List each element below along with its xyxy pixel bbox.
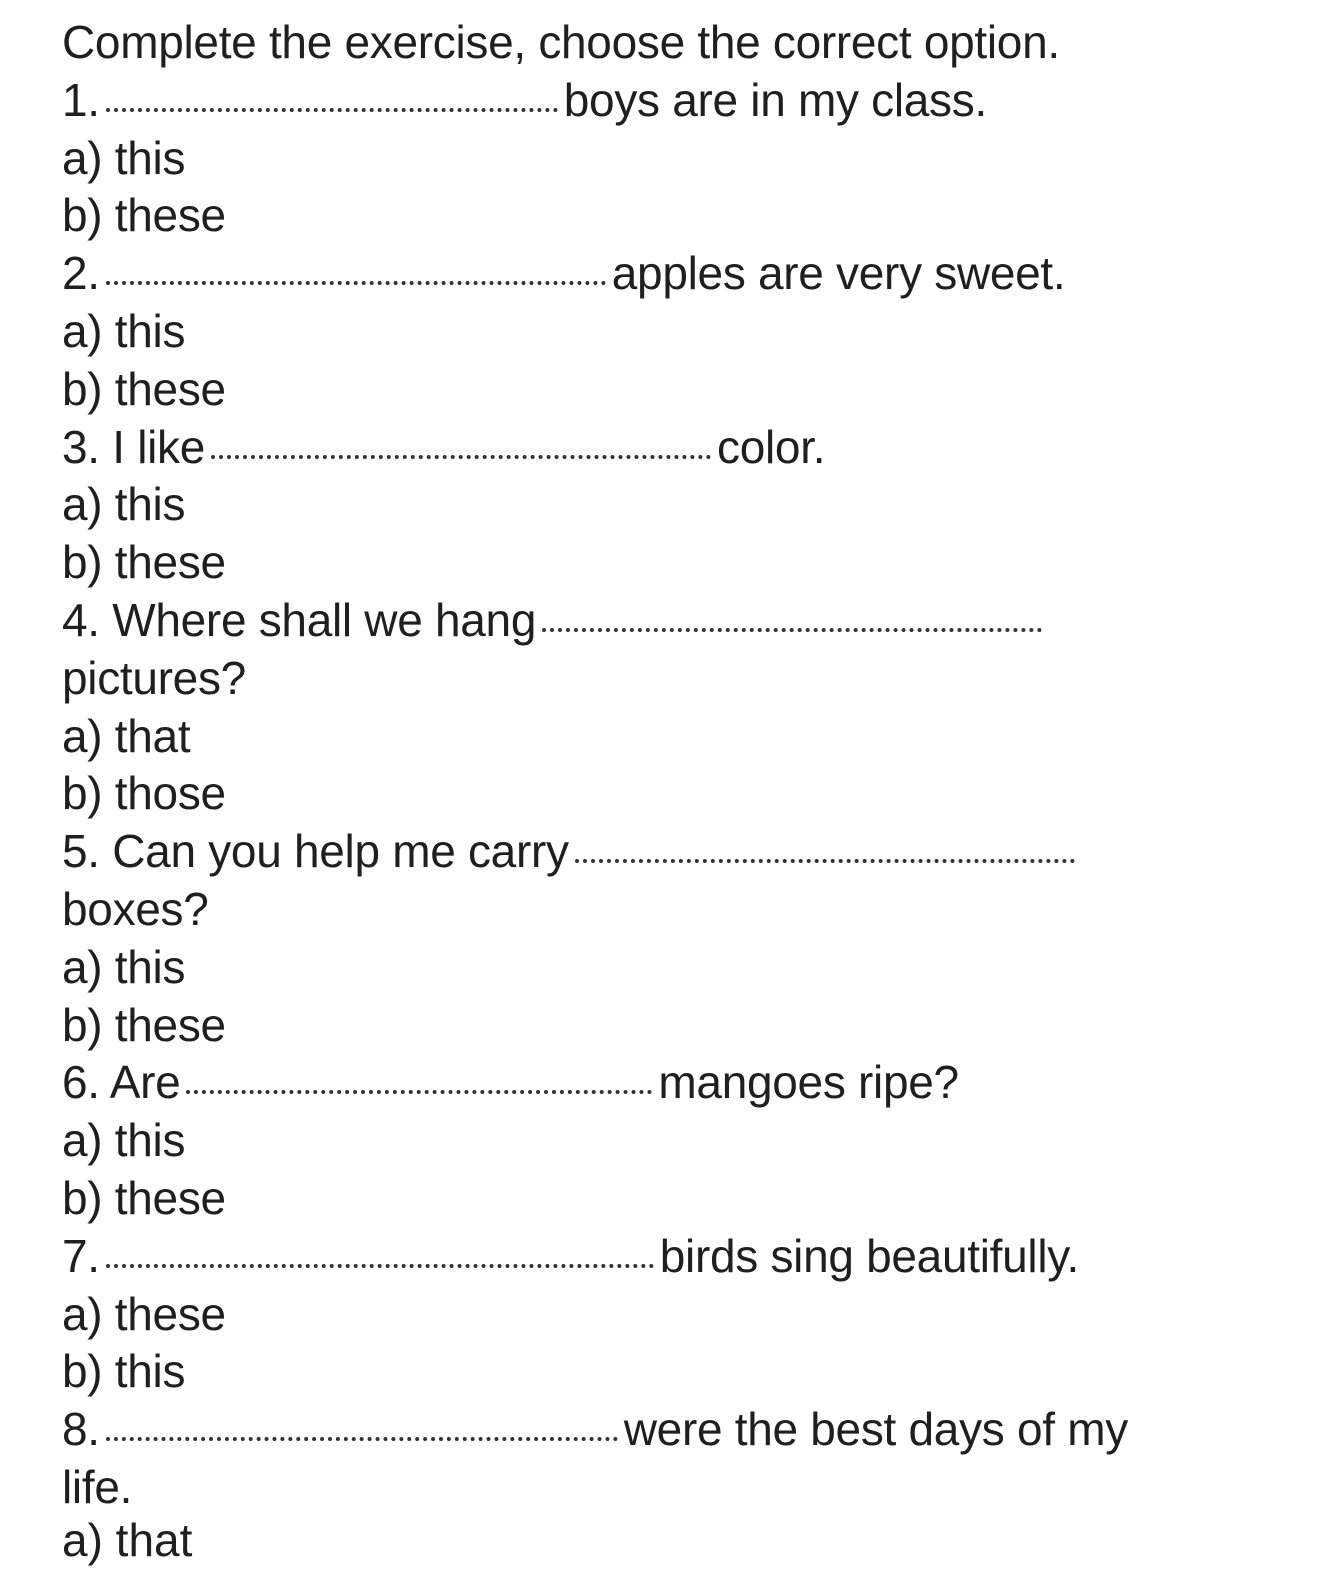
- instructions: Complete the exercise, choose the correct option.: [62, 16, 1060, 68]
- question-2-start: 2.: [62, 247, 100, 300]
- question-8-start: 8.: [62, 1403, 100, 1456]
- question-5-continuation: boxes?: [62, 882, 209, 935]
- answer-blank-8[interactable]: [106, 1437, 618, 1441]
- option-2b[interactable]: b) these: [62, 362, 226, 415]
- option-7b[interactable]: b) this: [62, 1345, 186, 1398]
- option-5b[interactable]: b) these: [62, 998, 226, 1051]
- answer-blank-4[interactable]: [542, 628, 1042, 632]
- question-1-end: boys are in my class.: [563, 73, 987, 126]
- option-4b[interactable]: b) those: [62, 767, 226, 820]
- question-2: [62, 245, 1322, 303]
- answer-blank-6[interactable]: [186, 1090, 652, 1094]
- option-6b[interactable]: b) these: [62, 1171, 226, 1224]
- question-3: [62, 419, 1322, 477]
- question-1-start: 1.: [62, 73, 100, 126]
- option-3a[interactable]: a) this: [62, 478, 186, 531]
- question-7: [62, 1228, 1322, 1286]
- option-1b[interactable]: b) these: [62, 189, 226, 242]
- question-5-start: 5. Can you help me carry: [62, 825, 569, 878]
- question-8-end: were the best days of my: [623, 1403, 1128, 1456]
- question-8: [62, 1401, 1322, 1459]
- option-1a[interactable]: a) this: [62, 131, 186, 184]
- question-8-continuation: life.: [62, 1460, 133, 1513]
- question-6-end: mangoes ripe?: [658, 1056, 959, 1109]
- question-3-start: 3. I like: [62, 420, 206, 473]
- question-4-start: 4. Where shall we hang: [62, 593, 537, 646]
- answer-blank-1[interactable]: [106, 108, 558, 112]
- option-2a[interactable]: a) this: [62, 304, 186, 357]
- option-8a[interactable]: a) that: [62, 1514, 193, 1566]
- question-4-continuation: pictures?: [62, 651, 246, 704]
- question-6: [62, 1054, 1322, 1112]
- question-3-end: color.: [717, 420, 826, 473]
- question-5: [62, 823, 1322, 881]
- answer-blank-3[interactable]: [211, 455, 711, 459]
- question-6-start: 6. Are: [62, 1056, 181, 1109]
- question-4: [62, 592, 1322, 650]
- question-2-end: apples are very sweet.: [611, 247, 1066, 300]
- question-7-end: birds sing beautifully.: [659, 1229, 1080, 1282]
- question-1: [62, 72, 1322, 130]
- option-4a[interactable]: a) that: [62, 709, 191, 762]
- option-5a[interactable]: a) this: [62, 940, 186, 993]
- answer-blank-2[interactable]: [106, 281, 606, 285]
- answer-blank-7[interactable]: [106, 1264, 654, 1268]
- option-8a-cutoff: [62, 1514, 462, 1566]
- option-6a[interactable]: a) this: [62, 1114, 186, 1167]
- answer-blank-5[interactable]: [575, 859, 1075, 863]
- option-7a[interactable]: a) these: [62, 1287, 226, 1340]
- option-3b[interactable]: b) these: [62, 536, 226, 589]
- question-7-start: 7.: [62, 1229, 100, 1282]
- exercise-sheet: [62, 14, 1322, 1517]
